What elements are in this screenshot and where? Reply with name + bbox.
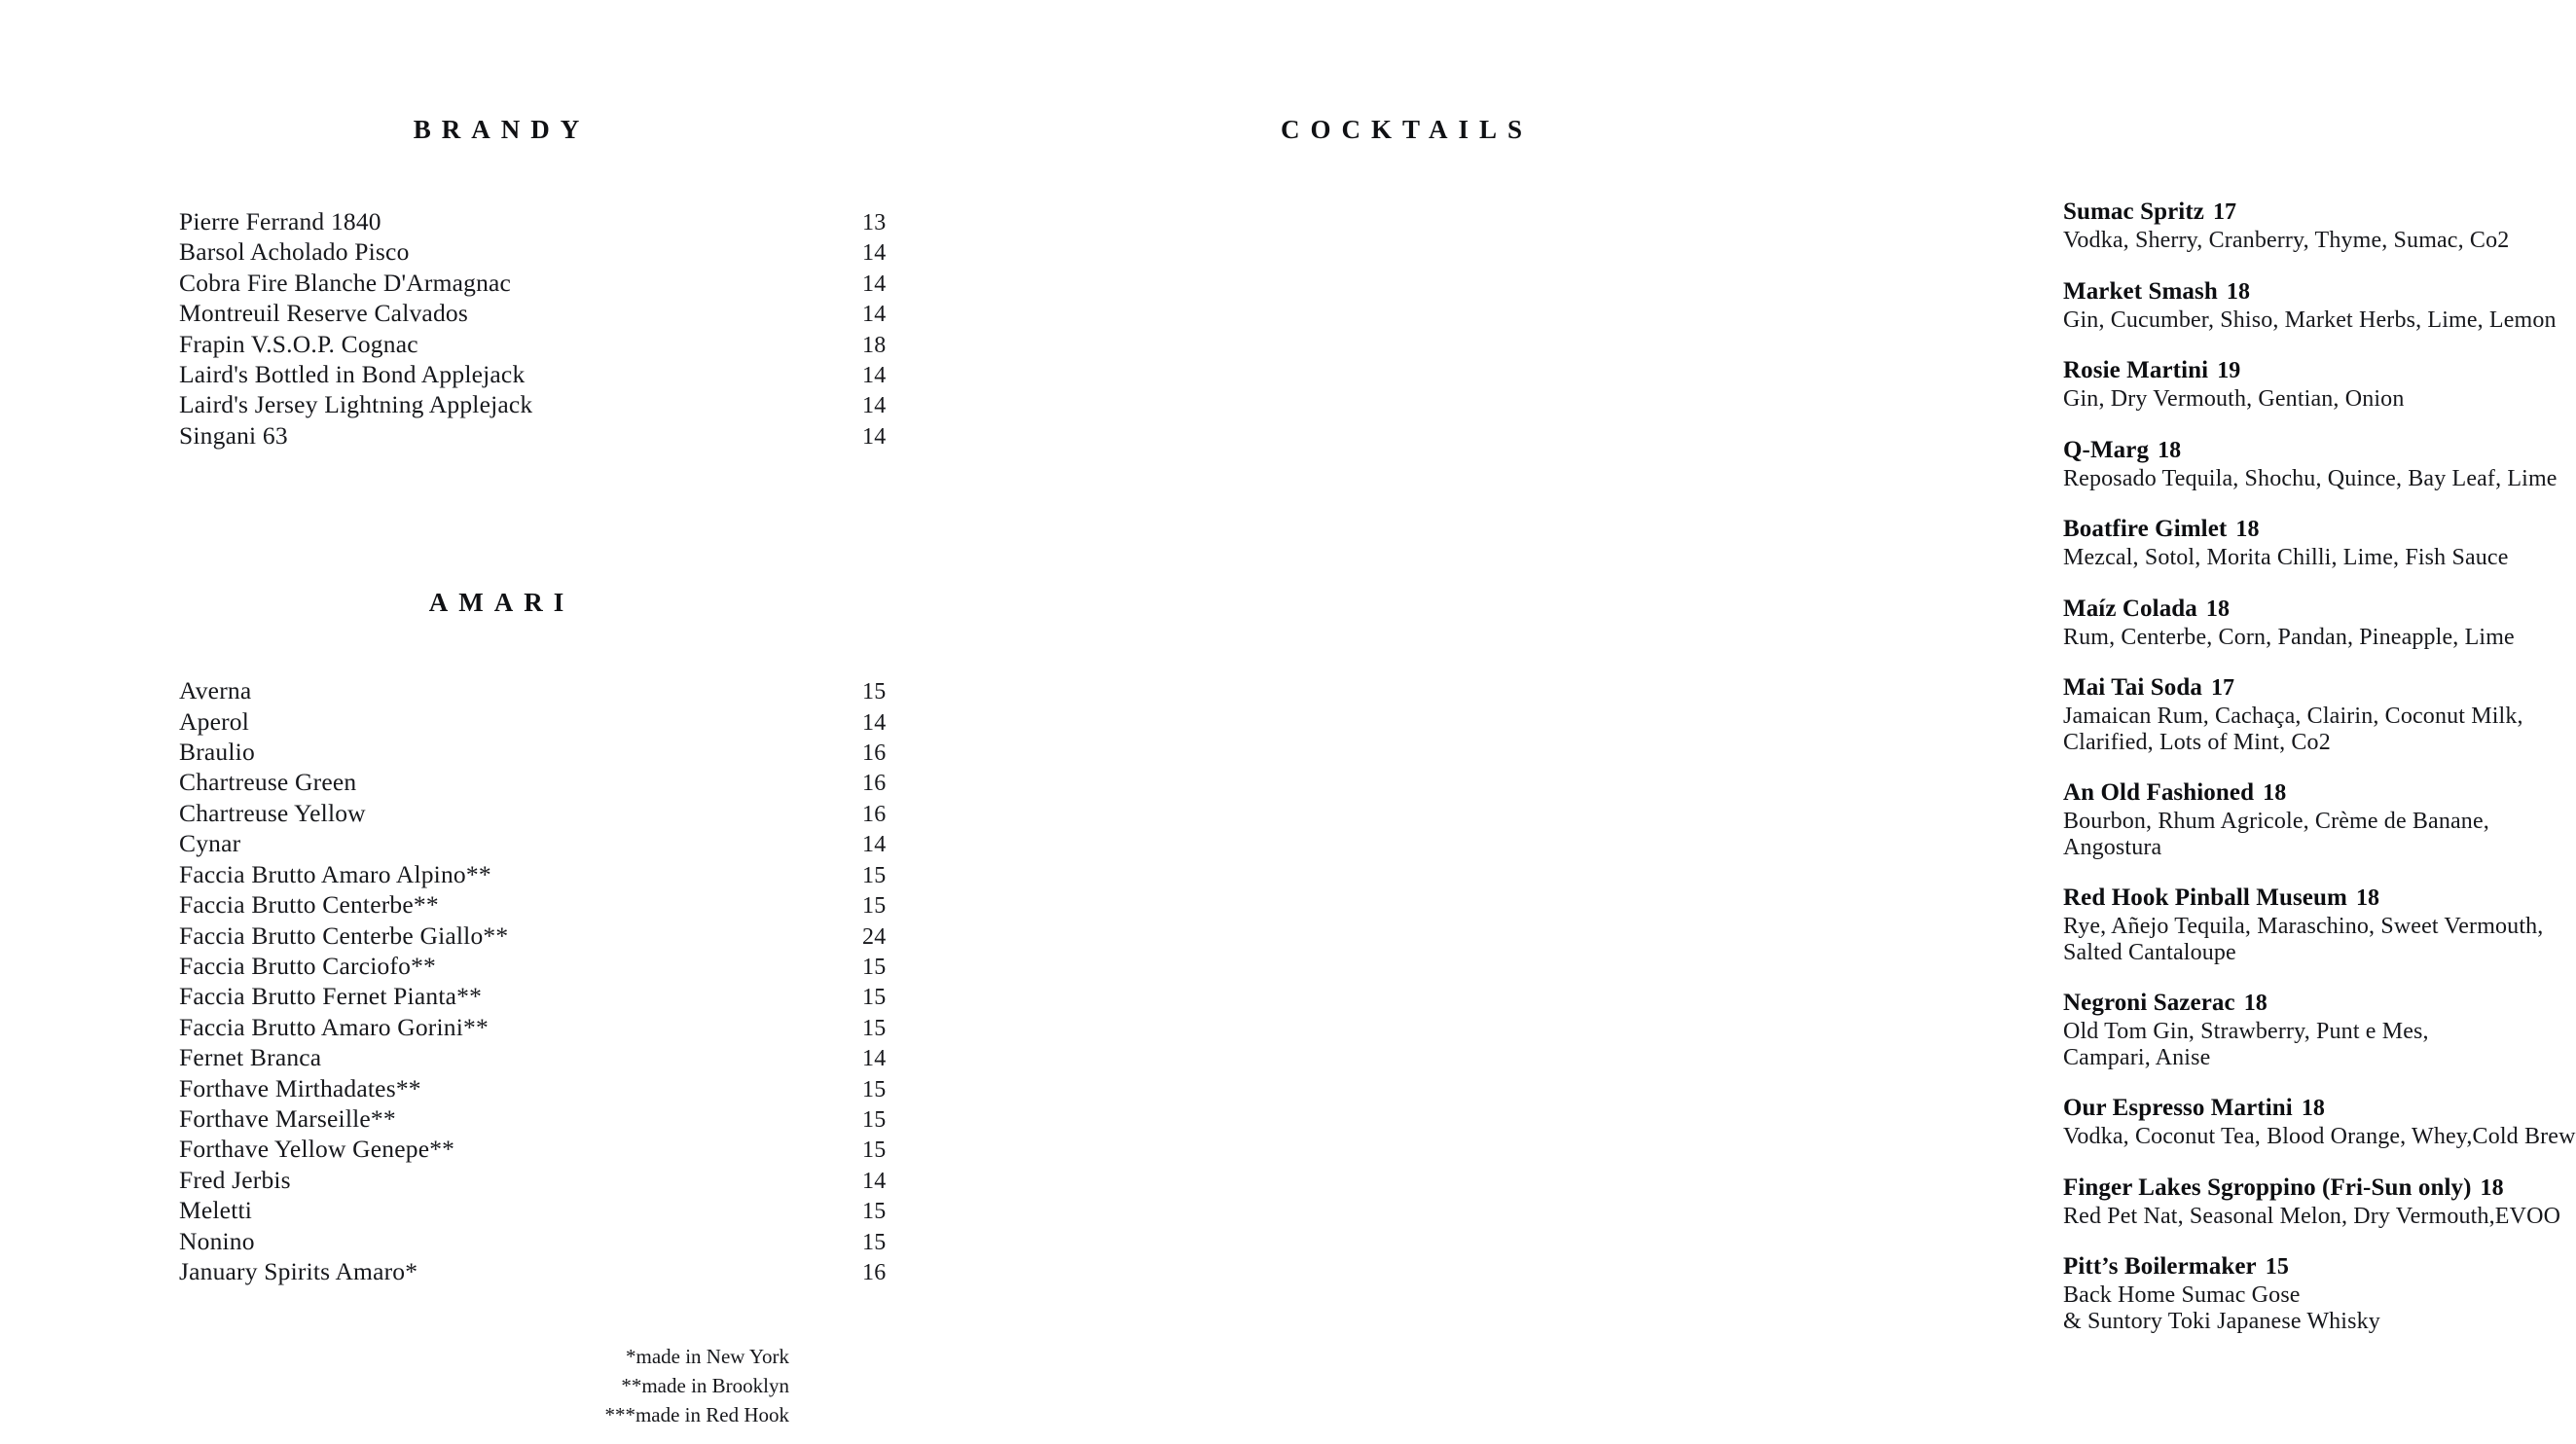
- spirit-name: Singani 63: [179, 420, 288, 450]
- spirit-price: 16: [862, 740, 887, 767]
- spirit-price: 15: [862, 893, 887, 920]
- spirit-price: 15: [862, 1015, 887, 1041]
- cocktail-name: Market Smash: [2063, 277, 2218, 305]
- cocktail-name: Mai Tai Soda: [2063, 674, 2202, 701]
- spirit-row: [179, 768, 934, 798]
- cocktail-name: Q-Marg: [2063, 436, 2150, 463]
- spirit-name: Pierre Ferrand 1840: [179, 207, 381, 235]
- footnote: *made in New York: [626, 1345, 789, 1369]
- spirit-name: Montreuil Reserve Calvados: [179, 299, 468, 328]
- spirit-price: 15: [862, 985, 887, 1011]
- cocktail-price: 18: [2205, 596, 2231, 622]
- spirit-price: 15: [862, 1199, 887, 1225]
- spirit-row: [179, 1043, 934, 1073]
- spirit-row: [179, 330, 934, 360]
- spirit-name: Braulio: [179, 738, 255, 767]
- spirit-name: Forthave Yellow Genepe**: [179, 1135, 455, 1164]
- spirit-name: Faccia Brutto Fernet Pianta**: [179, 982, 483, 1011]
- spirit-name: Laird's Bottled in Bond Applejack: [179, 360, 526, 389]
- spirit-price: 16: [862, 1259, 887, 1285]
- brandy-list: [0, 207, 934, 451]
- spirit-row: [179, 207, 934, 237]
- spirit-price: 14: [862, 709, 887, 736]
- spirit-row: [179, 1196, 934, 1226]
- spirit-name: Chartreuse Yellow: [179, 798, 366, 827]
- spirit-price: 15: [862, 1137, 887, 1164]
- cocktails-section-title: COCKTAILS: [1280, 115, 1534, 144]
- spirit-row: [179, 921, 934, 952]
- cocktail-name: Sumac Spritz: [2063, 199, 2204, 225]
- spirit-price: 14: [862, 832, 887, 858]
- spirit-price: 15: [862, 679, 887, 705]
- spirit-name: Barsol Acholado Pisco: [179, 237, 410, 267]
- cocktail-name: Maíz Colada: [2063, 595, 2197, 622]
- spirit-name: Cobra Fire Blanche D'Armagnac: [179, 268, 512, 297]
- spirit-price: 14: [862, 271, 887, 297]
- amari-section-title: AMARI: [428, 588, 575, 618]
- spirit-price: 14: [862, 363, 887, 389]
- spirit-price: 14: [862, 423, 887, 450]
- cocktail-name: Negroni Sazerac: [2063, 990, 2235, 1016]
- spirit-name: Forthave Mirthadates**: [179, 1073, 421, 1102]
- spirit-row: [179, 269, 934, 299]
- spirit-row: [179, 738, 934, 768]
- spirit-row: [179, 1257, 934, 1287]
- spirit-price: 15: [862, 954, 887, 980]
- spirit-row: [179, 299, 934, 329]
- cocktail-price: 18: [2355, 885, 2380, 911]
- spirit-row: [179, 237, 934, 268]
- footnote: ***made in Red Hook: [604, 1403, 789, 1427]
- spirit-row: [179, 952, 934, 982]
- footnote: **made in Brooklyn: [621, 1374, 789, 1398]
- cocktail-name: Red Hook Pinball Museum: [2063, 884, 2347, 911]
- spirit-name: Faccia Brutto Amaro Gorini**: [179, 1012, 489, 1041]
- brandy-section-title: BRANDY: [413, 115, 591, 144]
- cocktail-price: 18: [2243, 991, 2268, 1016]
- spirit-price: 16: [862, 771, 887, 797]
- spirit-name: Aperol: [179, 706, 250, 736]
- spirit-price: 15: [862, 862, 887, 888]
- spirit-price: 14: [862, 393, 887, 419]
- spirit-price: 13: [862, 210, 887, 235]
- spirit-name: Fred Jerbis: [179, 1165, 291, 1194]
- spirit-price: 14: [862, 302, 887, 328]
- cocktail-name: Finger Lakes Sgroppino (Fri-Sun only): [2063, 1173, 2472, 1201]
- amari-list: [0, 676, 934, 1287]
- cocktail-name: Our Espresso Martini: [2063, 1095, 2293, 1121]
- spirit-row: [179, 1135, 934, 1165]
- right-column: [934, 0, 2576, 1444]
- spirit-name: Faccia Brutto Centerbe Giallo**: [179, 921, 509, 950]
- cocktail-price: 15: [2265, 1254, 2289, 1280]
- spirit-row: [179, 1074, 934, 1104]
- spirit-row: [179, 1227, 934, 1257]
- spirit-row: [179, 982, 934, 1012]
- spirit-price: 15: [862, 1076, 887, 1102]
- cocktail-price: 18: [2480, 1174, 2504, 1201]
- cocktail-price: 17: [2210, 675, 2235, 701]
- spirit-name: Nonino: [179, 1226, 255, 1255]
- spirit-row: [179, 676, 934, 706]
- spirit-name: Faccia Brutto Centerbe**: [179, 890, 439, 920]
- spirit-row: [179, 707, 934, 738]
- cocktail-price: 18: [2301, 1096, 2326, 1121]
- cocktail-name: Boatfire Gimlet: [2063, 516, 2228, 542]
- cocktail-name: Pitt’s Boilermaker: [2063, 1253, 2257, 1280]
- spirit-price: 14: [862, 1046, 887, 1072]
- spirit-row: [179, 360, 934, 390]
- spirit-name: Cynar: [179, 829, 241, 858]
- spirit-price: 15: [862, 1106, 887, 1133]
- spirit-price: 18: [862, 332, 887, 358]
- cocktail-price: 18: [2235, 517, 2260, 542]
- spirit-price: 24: [862, 923, 887, 950]
- cocktail-price: 18: [2263, 780, 2287, 806]
- spirit-row: [179, 799, 934, 829]
- spirit-row: [179, 860, 934, 890]
- cocktail-name: An Old Fashioned: [2063, 779, 2255, 806]
- spirit-row: [179, 421, 934, 451]
- spirit-name: Meletti: [179, 1196, 253, 1225]
- section-gap: [0, 451, 934, 588]
- spirit-name: Forthave Marseille**: [179, 1103, 396, 1133]
- spirit-name: Faccia Brutto Carciofo**: [179, 951, 436, 980]
- spirit-price: 15: [862, 1229, 887, 1255]
- spirit-name: Chartreuse Green: [179, 768, 357, 797]
- spirit-row: [179, 1166, 934, 1196]
- cocktail-price: 18: [2158, 437, 2182, 463]
- spirit-name: Fernet Branca: [179, 1043, 322, 1072]
- cocktail-price: 19: [2217, 358, 2241, 383]
- spirit-name: January Spirits Amaro*: [179, 1256, 418, 1285]
- left-column: [0, 0, 934, 1444]
- cocktail-price: 18: [2226, 278, 2251, 305]
- spirit-name: Frapin V.S.O.P. Cognac: [179, 329, 418, 358]
- spirit-price: 14: [862, 240, 887, 267]
- cocktails-list: Sumac Spritz 17 Vodka, Sherry, Cranberry, Thyme, Sumac, Co2 Market Smash 18 Gin, Cucumber, Shiso, Market Herbs, Lime, Lemon Rosie Martini 19 Gin, Dry Vermouth, Gentian, Onion Q-Marg 18 Reposado Tequila, Shochu, Quince, Bay Leaf, Lime Boatfire Gimlet 18 Mezcal, Sotol, Morita Chilli, Lime, Fish Sauce Maíz Colada 18 Rum, Centerbe, Corn, Pandan, Pineapple, Lime Mai Tai Soda 17 Jamaican Rum, Cachaça, Clairin, Coconut Milk, Clarified, Lots of Mint, Co2 An Old Fashioned 18 Bourbon, Rhum Agricole, Crème de Banane, Angostura Red Hook Pinball Museum 18 Rye, Añejo Tequila, Maraschino, Sweet Vermouth, Salted Cantaloupe Negroni Sazerac 18 Old Tom Gin, Strawberry, Punt e Mes, Campari, Anise Our Espresso Martini 18 Vodka, Coconut Tea, Blood Orange, Whey,Cold Brew Finger Lakes Sgroppino (Fri-Sun only) 18 Red Pet Nat, Seasonal Melon, Dry Vermouth,EVOO Pitt’s Boilermaker 15 Back Home Sumac Gose & Suntory Toki Japanese Whisky: [2063, 199, 2576, 1334]
- footnotes: [0, 1342, 934, 1429]
- spirit-row: [179, 1104, 934, 1135]
- spirit-name: Averna: [179, 676, 252, 705]
- spirit-row: [179, 890, 934, 921]
- spirit-price: 14: [862, 1168, 887, 1194]
- spirit-row: [179, 390, 934, 420]
- cocktail-name: Rosie Martini: [2063, 357, 2209, 383]
- spirit-price: 16: [862, 801, 887, 827]
- spirit-name: Laird's Jersey Lightning Applejack: [179, 390, 533, 419]
- cocktail-price: 17: [2212, 199, 2237, 225]
- spirit-row: [179, 829, 934, 859]
- spirit-row: [179, 1013, 934, 1043]
- spirit-name: Faccia Brutto Amaro Alpino**: [179, 859, 491, 888]
